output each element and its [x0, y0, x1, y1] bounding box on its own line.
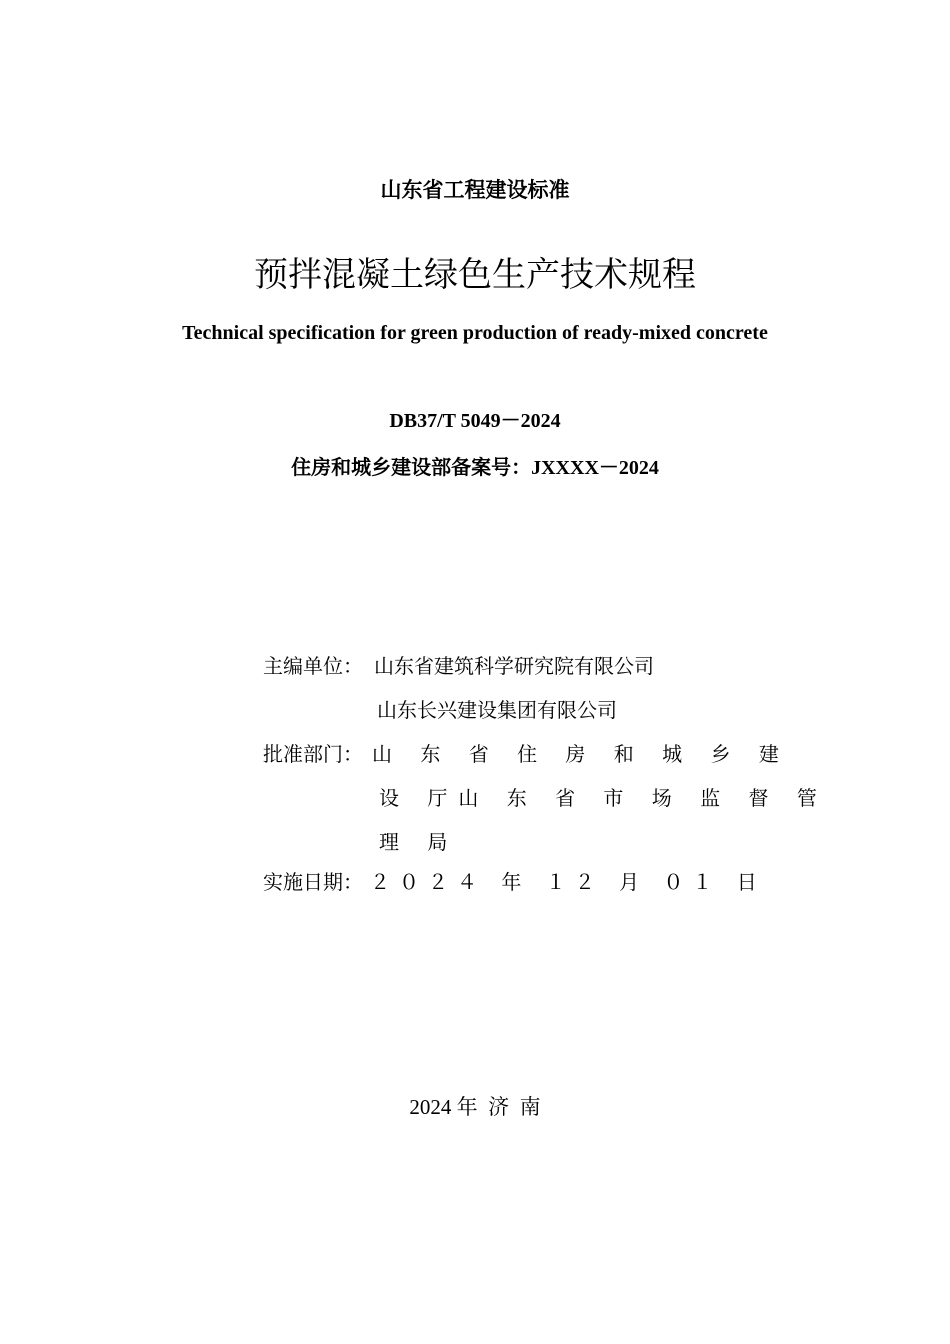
effective-date-value: ２０２４ 年 １２ 月 ０１ 日 [370, 870, 766, 894]
approver-line-3: 理 局 [379, 830, 459, 854]
english-title: Technical specification for green production of ready-mixed concrete [182, 322, 768, 344]
editor-unit-1: 山东省建筑科学研究院有限公司 [374, 654, 654, 678]
record-number-label: 住房和城乡建设部备案号： [291, 455, 532, 479]
standard-number: DB37/T 5049－2024 [389, 410, 561, 432]
series-title: 山东省工程建设标准 [380, 178, 570, 202]
editor-unit-2: 山东长兴建设集团有限公司 [377, 698, 617, 722]
approver-line-2: 设 厅山 东 省 市 场 监 督 管 [379, 786, 828, 810]
approver-line-1: 山 东 省 住 房 和 城 乡 建 [372, 742, 790, 766]
document-title: 预拌混凝土绿色生产技术规程 [254, 255, 696, 295]
editor-label: 主编单位： [263, 654, 363, 678]
footer-text: 2024 年 济 南 [409, 1095, 541, 1119]
record-number [0, 454, 950, 481]
effective-date-label: 实施日期： [263, 870, 363, 894]
approver-label: 批准部门： [263, 742, 363, 766]
record-number-value: JXXXX－2024 [531, 457, 659, 479]
footer-year-place [0, 1093, 950, 1121]
